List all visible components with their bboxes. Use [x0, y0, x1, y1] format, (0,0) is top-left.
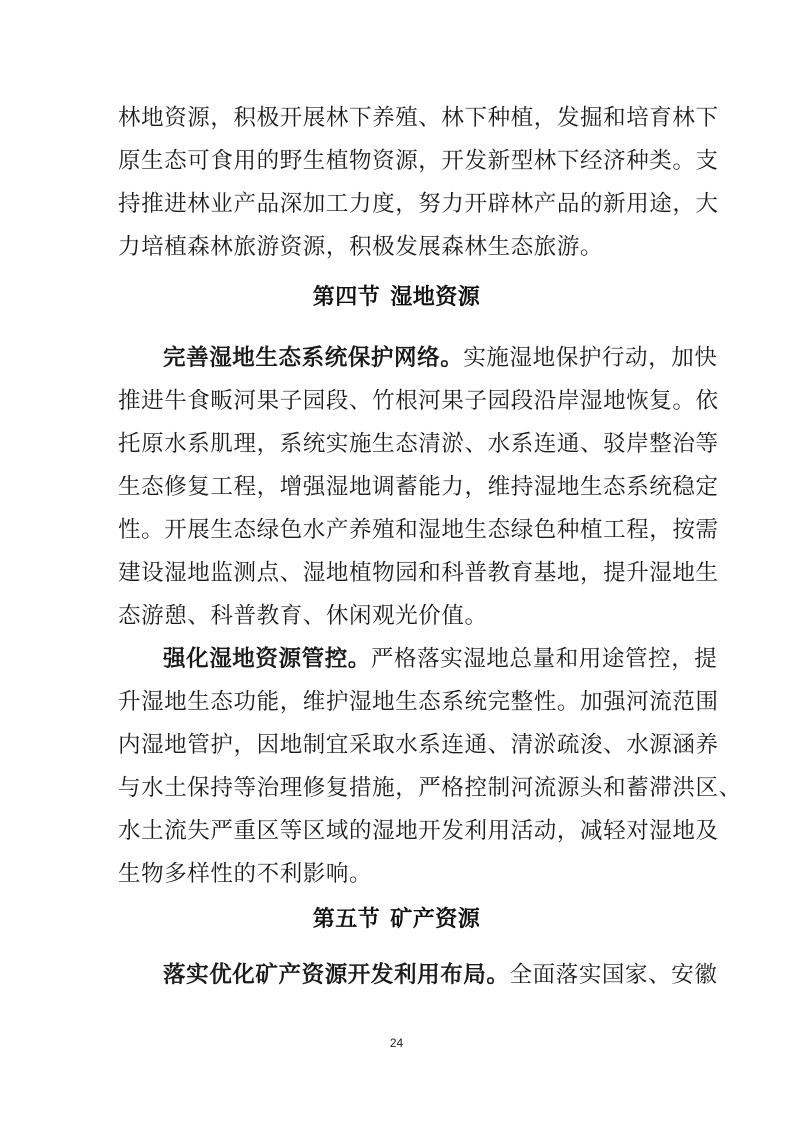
paragraph-line: 持推进林业产品深加工力度，努力开辟林产品的新用途，大 [118, 191, 719, 217]
paragraph-first-line [163, 960, 717, 990]
paragraph-lead: 落实优化矿产资源开发利用布局。 [163, 962, 510, 988]
section-heading [0, 283, 793, 313]
paragraph-line: 态游憩、科普教育、休闲观光价值。 [118, 603, 488, 629]
paragraph-line: 托原水系肌理，系统实施生态清淤、水系连通、驳岸整治等 [118, 431, 719, 457]
paragraph-line: 性。开展生态绿色水产养殖和湿地生态绿色种植工程，按需 [118, 517, 719, 543]
paragraph-line: 原生态可食用的野生植物资源，开发新型林下经济种类。支 [118, 148, 719, 174]
paragraph-line: 推进牛食畈河果子园段、竹根河果子园段沿岸湿地恢复。依 [118, 388, 719, 414]
paragraph-line: 与水土保持等治理修复措施，严格控制河流源头和蓄滞洪区、 [118, 775, 742, 801]
paragraph-lead: 完善湿地生态系统保护网络。 [163, 345, 464, 371]
section-title: 湿地资源 [390, 285, 481, 310]
paragraph-line: 建设湿地监测点、湿地植物园和科普教育基地，提升湿地生 [118, 560, 719, 586]
paragraph-line: 内湿地管护，因地制宜采取水系连通、清淤疏浚、水源涵养 [118, 732, 719, 758]
paragraph-first-line [163, 644, 717, 674]
paragraph-text: 严格落实湿地总量和用途管控，提 [370, 646, 718, 672]
section-number: 第五节 [312, 907, 381, 932]
section-number: 第四节 [312, 285, 381, 310]
section-heading [0, 905, 793, 935]
paragraph-text: 实施湿地保护行动，加快 [463, 345, 718, 371]
paragraph-line: 水土流失严重区等区域的湿地开发利用活动，减轻对湿地及 [118, 818, 719, 844]
page-number: 24 [389, 1036, 404, 1050]
paragraph-line: 生态修复工程，增强湿地调蓄能力，维持湿地生态系统稳定 [118, 474, 719, 500]
paragraph-line: 力培植森林旅游资源，积极发展森林生态旅游。 [118, 234, 604, 260]
paragraph-line: 生物多样性的不利影响。 [118, 861, 373, 887]
section-title: 矿产资源 [390, 907, 481, 932]
paragraph-line: 升湿地生态功能，维护湿地生态系统完整性。加强河流范围 [118, 689, 719, 715]
paragraph-lead: 强化湿地资源管控。 [163, 646, 371, 672]
paragraph-line: 林地资源，积极开展林下养殖、林下种植，发掘和培育林下 [118, 105, 719, 131]
paragraph-first-line [163, 343, 717, 373]
paragraph-text: 全面落实国家、安徽 [509, 962, 718, 988]
